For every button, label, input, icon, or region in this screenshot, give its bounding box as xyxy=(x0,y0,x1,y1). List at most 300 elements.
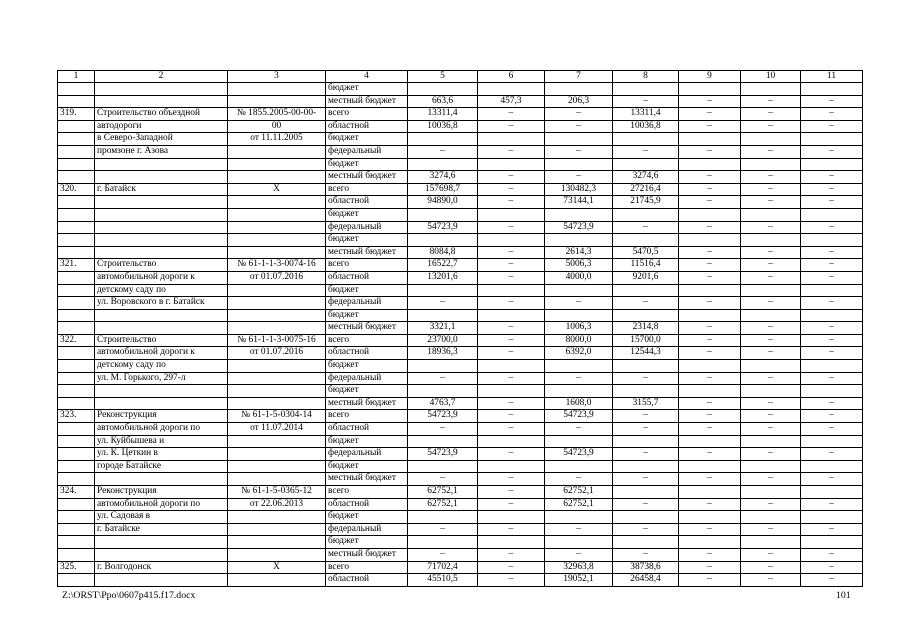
table-cell: областной xyxy=(326,574,408,587)
table-cell: – xyxy=(801,410,863,423)
table-cell xyxy=(58,158,95,171)
table-row xyxy=(58,95,863,108)
table-cell: ул. М. Горького, 297-л xyxy=(95,372,228,385)
table-cell xyxy=(58,511,95,524)
table-cell xyxy=(679,133,741,146)
table-cell xyxy=(801,435,863,448)
table-cell xyxy=(741,435,801,448)
table-cell: 3155,7 xyxy=(613,397,679,410)
table-cell: 38738,6 xyxy=(613,561,679,574)
table-cell: 9201,6 xyxy=(613,271,679,284)
table-cell: – xyxy=(741,448,801,461)
table-cell: 54723,9 xyxy=(545,221,613,234)
table-cell: областной xyxy=(326,347,408,360)
table-cell: областной xyxy=(326,120,408,133)
table-cell xyxy=(228,460,326,473)
table-cell: – xyxy=(478,498,545,511)
table-cell xyxy=(679,158,741,171)
table-cell: г. Волгодонск xyxy=(95,561,228,574)
table-cell xyxy=(228,360,326,373)
table-cell xyxy=(228,83,326,96)
table-cell: 4000,0 xyxy=(545,271,613,284)
table-cell: – xyxy=(613,523,679,536)
table-cell: 54723,9 xyxy=(545,448,613,461)
table-cell: – xyxy=(741,410,801,423)
table-cell: 130482,3 xyxy=(545,183,613,196)
table-cell xyxy=(95,171,228,184)
table-cell: местный бюджет xyxy=(326,171,408,184)
table-cell xyxy=(408,360,478,373)
table-cell: бюджет xyxy=(326,309,408,322)
table-row xyxy=(58,498,863,511)
column-header: 1 xyxy=(58,71,95,83)
table-cell: 319. xyxy=(58,108,95,121)
table-cell: местный бюджет xyxy=(326,548,408,561)
table-cell: бюджет xyxy=(326,234,408,247)
table-cell: – xyxy=(478,473,545,486)
table-cell: – xyxy=(545,120,613,133)
table-row xyxy=(58,536,863,549)
table-row xyxy=(58,410,863,423)
table-cell: – xyxy=(801,498,863,511)
table-cell: – xyxy=(478,410,545,423)
table-cell: местный бюджет xyxy=(326,397,408,410)
table-cell: городе Батайске xyxy=(95,460,228,473)
table-cell: – xyxy=(801,548,863,561)
table-cell xyxy=(478,460,545,473)
table-cell: – xyxy=(408,473,478,486)
table-cell xyxy=(95,158,228,171)
table-cell xyxy=(228,234,326,247)
table-cell: – xyxy=(679,145,741,158)
table-cell: – xyxy=(613,410,679,423)
table-cell: 157698,7 xyxy=(408,183,478,196)
table-cell xyxy=(228,284,326,297)
table-cell: – xyxy=(801,347,863,360)
table-cell: 15700,0 xyxy=(613,334,679,347)
table-cell: 3274,6 xyxy=(613,171,679,184)
table-cell: – xyxy=(679,372,741,385)
table-cell xyxy=(545,460,613,473)
table-cell xyxy=(228,158,326,171)
table-cell xyxy=(228,548,326,561)
table-cell xyxy=(741,158,801,171)
table-row xyxy=(58,473,863,486)
table-cell xyxy=(228,95,326,108)
table-cell: № 61-1-1-3-0075-16 xyxy=(228,334,326,347)
table-cell: – xyxy=(801,171,863,184)
table-cell: 5006,3 xyxy=(545,259,613,272)
table-row xyxy=(58,360,863,373)
table-cell: – xyxy=(478,561,545,574)
table-cell: 663,6 xyxy=(408,95,478,108)
table-cell: – xyxy=(679,120,741,133)
table-cell xyxy=(478,309,545,322)
table-cell: – xyxy=(478,145,545,158)
table-cell xyxy=(58,234,95,247)
table-cell: – xyxy=(545,473,613,486)
table-cell xyxy=(679,536,741,549)
table-cell: – xyxy=(741,397,801,410)
table-cell: – xyxy=(741,423,801,436)
table-cell xyxy=(58,133,95,146)
table-cell: – xyxy=(801,145,863,158)
table-cell xyxy=(613,83,679,96)
table-cell xyxy=(613,208,679,221)
table-cell: автомобильной дороги по xyxy=(95,498,228,511)
table-cell xyxy=(95,548,228,561)
table-row xyxy=(58,221,863,234)
table-cell: местный бюджет xyxy=(326,246,408,259)
table-cell: – xyxy=(741,120,801,133)
column-header: 9 xyxy=(679,71,741,83)
table-cell xyxy=(613,133,679,146)
table-cell xyxy=(58,372,95,385)
table-cell: бюджет xyxy=(326,158,408,171)
column-header: 4 xyxy=(326,71,408,83)
table-cell xyxy=(58,171,95,184)
table-cell: Реконструкция xyxy=(95,410,228,423)
table-cell: – xyxy=(478,372,545,385)
table-cell xyxy=(545,511,613,524)
table-cell: от 01.07.2016 xyxy=(228,271,326,284)
table-cell: – xyxy=(679,271,741,284)
table-cell xyxy=(58,83,95,96)
table-cell: – xyxy=(478,486,545,499)
table-cell: – xyxy=(478,259,545,272)
table-cell xyxy=(741,284,801,297)
table-cell: – xyxy=(741,347,801,360)
table-cell xyxy=(613,309,679,322)
table-cell xyxy=(228,221,326,234)
table-cell: 18936,3 xyxy=(408,347,478,360)
table-row xyxy=(58,309,863,322)
table-cell: Строительство xyxy=(95,259,228,272)
table-cell xyxy=(95,95,228,108)
table-cell: – xyxy=(679,95,741,108)
table-cell: – xyxy=(741,196,801,209)
table-cell: – xyxy=(741,322,801,335)
table-cell: бюджет xyxy=(326,385,408,398)
table-cell: федеральный xyxy=(326,523,408,536)
column-header: 3 xyxy=(228,71,326,83)
table-cell: – xyxy=(679,548,741,561)
table-cell: 71702,4 xyxy=(408,561,478,574)
table-cell: Х xyxy=(228,183,326,196)
table-cell xyxy=(478,158,545,171)
table-cell: 27216,4 xyxy=(613,183,679,196)
table-cell xyxy=(801,133,863,146)
table-cell: – xyxy=(679,221,741,234)
table-cell: 94890,0 xyxy=(408,196,478,209)
table-cell: бюджет xyxy=(326,208,408,221)
table-cell: – xyxy=(613,145,679,158)
table-cell: 13311,4 xyxy=(408,108,478,121)
table-cell: – xyxy=(545,171,613,184)
table-cell: – xyxy=(741,95,801,108)
table-row xyxy=(58,385,863,398)
table-cell: – xyxy=(741,574,801,587)
table-cell: – xyxy=(741,246,801,259)
table-cell: Строительство объездной xyxy=(95,108,228,121)
table-cell: 325. xyxy=(58,561,95,574)
table-cell: – xyxy=(613,548,679,561)
table-row xyxy=(58,158,863,171)
table-cell xyxy=(58,360,95,373)
table-cell: 62752,1 xyxy=(545,486,613,499)
table-row xyxy=(58,183,863,196)
table-cell: 26458,4 xyxy=(613,574,679,587)
table-cell xyxy=(228,372,326,385)
table-cell: – xyxy=(478,246,545,259)
table-cell xyxy=(58,322,95,335)
table-cell xyxy=(801,284,863,297)
table-cell: Строительство xyxy=(95,334,228,347)
table-cell: местный бюджет xyxy=(326,473,408,486)
table-row xyxy=(58,271,863,284)
table-cell xyxy=(228,473,326,486)
table-cell xyxy=(801,83,863,96)
table-cell: 4763,7 xyxy=(408,397,478,410)
table-cell: ул. Куйбышева и xyxy=(95,435,228,448)
table-cell xyxy=(58,574,95,587)
table-cell xyxy=(613,460,679,473)
table-cell: 8084,8 xyxy=(408,246,478,259)
table-cell: 73144,1 xyxy=(545,196,613,209)
table-cell xyxy=(228,511,326,524)
table-cell: – xyxy=(478,120,545,133)
table-cell: – xyxy=(801,183,863,196)
column-header: 7 xyxy=(545,71,613,83)
table-cell: 21745,9 xyxy=(613,196,679,209)
table-cell: – xyxy=(408,145,478,158)
table-cell xyxy=(95,196,228,209)
table-row xyxy=(58,372,863,385)
table-cell: – xyxy=(478,548,545,561)
table-cell: – xyxy=(741,183,801,196)
table-row xyxy=(58,423,863,436)
table-cell: автодороги xyxy=(95,120,228,133)
table-cell: всего xyxy=(326,108,408,121)
table-row xyxy=(58,171,863,184)
table-cell xyxy=(679,234,741,247)
table-cell: 321. xyxy=(58,259,95,272)
table-cell: 62752,1 xyxy=(408,486,478,499)
table-cell: – xyxy=(613,423,679,436)
table-cell: федеральный xyxy=(326,372,408,385)
table-cell xyxy=(478,511,545,524)
table-cell: – xyxy=(408,423,478,436)
table-cell xyxy=(545,309,613,322)
table-cell: – xyxy=(408,297,478,310)
footer-file-path: Z:\ORST\Ppo\0607p415.f17.docx xyxy=(62,590,196,601)
table-row xyxy=(58,397,863,410)
table-cell: – xyxy=(741,271,801,284)
table-cell: – xyxy=(408,548,478,561)
table-cell xyxy=(679,360,741,373)
table-cell: – xyxy=(408,372,478,385)
table-cell: – xyxy=(801,523,863,536)
table-cell: бюджет xyxy=(326,435,408,448)
table-row xyxy=(58,548,863,561)
table-cell xyxy=(228,208,326,221)
table-cell: областной xyxy=(326,196,408,209)
table-cell: – xyxy=(801,473,863,486)
table-cell: № 61-1-5-0304-14 xyxy=(228,410,326,423)
table-cell: 45510,5 xyxy=(408,574,478,587)
table-cell xyxy=(58,309,95,322)
table-cell xyxy=(228,171,326,184)
table-cell: от 01.07.2016 xyxy=(228,347,326,360)
table-cell xyxy=(679,511,741,524)
table-cell: № 61-1-1-3-0074-16 xyxy=(228,259,326,272)
table-cell: – xyxy=(801,397,863,410)
table-cell xyxy=(408,133,478,146)
table-cell: – xyxy=(679,498,741,511)
column-header: 11 xyxy=(801,71,863,83)
table-cell: 54723,9 xyxy=(408,221,478,234)
table-row xyxy=(58,435,863,448)
table-cell: 8000,0 xyxy=(545,334,613,347)
table-cell: бюджет xyxy=(326,83,408,96)
table-cell: – xyxy=(613,372,679,385)
table-cell xyxy=(408,208,478,221)
table-cell xyxy=(478,234,545,247)
table-cell: – xyxy=(679,448,741,461)
table-cell xyxy=(58,347,95,360)
table-cell xyxy=(95,385,228,398)
column-header: 8 xyxy=(613,71,679,83)
table-cell: – xyxy=(679,196,741,209)
table-row xyxy=(58,486,863,499)
table-cell: – xyxy=(741,108,801,121)
table-cell: Х xyxy=(228,561,326,574)
table-cell xyxy=(801,360,863,373)
table-cell: 11516,4 xyxy=(613,259,679,272)
table-cell xyxy=(95,309,228,322)
table-cell xyxy=(613,486,679,499)
table-cell: детскому саду по xyxy=(95,284,228,297)
table-cell: – xyxy=(679,561,741,574)
table-cell: федеральный xyxy=(326,297,408,310)
table-cell: – xyxy=(801,334,863,347)
table-cell xyxy=(58,536,95,549)
table-cell: от 11.07.2014 xyxy=(228,423,326,436)
table-row xyxy=(58,208,863,221)
table-row xyxy=(58,460,863,473)
table-row xyxy=(58,234,863,247)
table-cell xyxy=(95,536,228,549)
table-cell xyxy=(228,196,326,209)
table-cell xyxy=(741,83,801,96)
table-cell xyxy=(58,423,95,436)
table-row xyxy=(58,561,863,574)
table-cell xyxy=(545,158,613,171)
table-cell: – xyxy=(679,523,741,536)
table-cell xyxy=(58,145,95,158)
table-cell: – xyxy=(613,297,679,310)
table-cell xyxy=(58,208,95,221)
table-cell: – xyxy=(679,423,741,436)
table-cell: – xyxy=(613,221,679,234)
table-cell xyxy=(58,460,95,473)
table-header-row xyxy=(58,71,863,83)
table-cell xyxy=(478,536,545,549)
table-cell: – xyxy=(478,574,545,587)
table-cell: – xyxy=(545,372,613,385)
table-cell: 23700,0 xyxy=(408,334,478,347)
table-cell xyxy=(408,511,478,524)
table-cell: – xyxy=(741,297,801,310)
table-cell: 322. xyxy=(58,334,95,347)
table-cell xyxy=(478,83,545,96)
table-cell: 13201,6 xyxy=(408,271,478,284)
table-cell: автомобильной дороги по xyxy=(95,423,228,436)
table-cell xyxy=(545,208,613,221)
table-cell: – xyxy=(545,108,613,121)
table-cell: – xyxy=(741,334,801,347)
table-cell: – xyxy=(741,171,801,184)
table-cell xyxy=(95,473,228,486)
table-cell xyxy=(478,208,545,221)
table-cell: – xyxy=(741,473,801,486)
table-cell xyxy=(95,246,228,259)
table-cell xyxy=(613,435,679,448)
table-cell: – xyxy=(801,448,863,461)
table-cell xyxy=(801,208,863,221)
table-cell: – xyxy=(801,120,863,133)
table-cell: детскому саду по xyxy=(95,360,228,373)
table-cell: бюджет xyxy=(326,360,408,373)
column-header: 2 xyxy=(95,71,228,83)
table-cell: – xyxy=(679,574,741,587)
table-cell: – xyxy=(679,183,741,196)
table-cell xyxy=(95,83,228,96)
table-cell: – xyxy=(801,95,863,108)
table-cell xyxy=(228,435,326,448)
table-cell: бюджет xyxy=(326,133,408,146)
column-header: 6 xyxy=(478,71,545,83)
table-cell: – xyxy=(478,171,545,184)
table-cell xyxy=(545,360,613,373)
table-cell: в Северо-Западной xyxy=(95,133,228,146)
table-cell xyxy=(228,297,326,310)
table-cell xyxy=(545,385,613,398)
table-cell: 2614,3 xyxy=(545,246,613,259)
table-cell: 62752,1 xyxy=(545,498,613,511)
table-cell: – xyxy=(679,171,741,184)
table-cell: – xyxy=(478,271,545,284)
table-cell: 206,3 xyxy=(545,95,613,108)
table-row xyxy=(58,120,863,133)
table-cell: промзоне г. Азова xyxy=(95,145,228,158)
table-cell: 54723,9 xyxy=(408,448,478,461)
table-cell xyxy=(741,511,801,524)
table-cell xyxy=(95,397,228,410)
table-row xyxy=(58,574,863,587)
table-cell xyxy=(741,234,801,247)
table-cell xyxy=(95,221,228,234)
table-cell: ул. Садовая в xyxy=(95,511,228,524)
table-cell: 6392,0 xyxy=(545,347,613,360)
table-cell: 54723,9 xyxy=(545,410,613,423)
table-cell xyxy=(545,435,613,448)
table-cell xyxy=(408,536,478,549)
table-row xyxy=(58,511,863,524)
table-cell: – xyxy=(545,548,613,561)
table-cell: автомобильной дороги к xyxy=(95,271,228,284)
table-cell: – xyxy=(545,523,613,536)
